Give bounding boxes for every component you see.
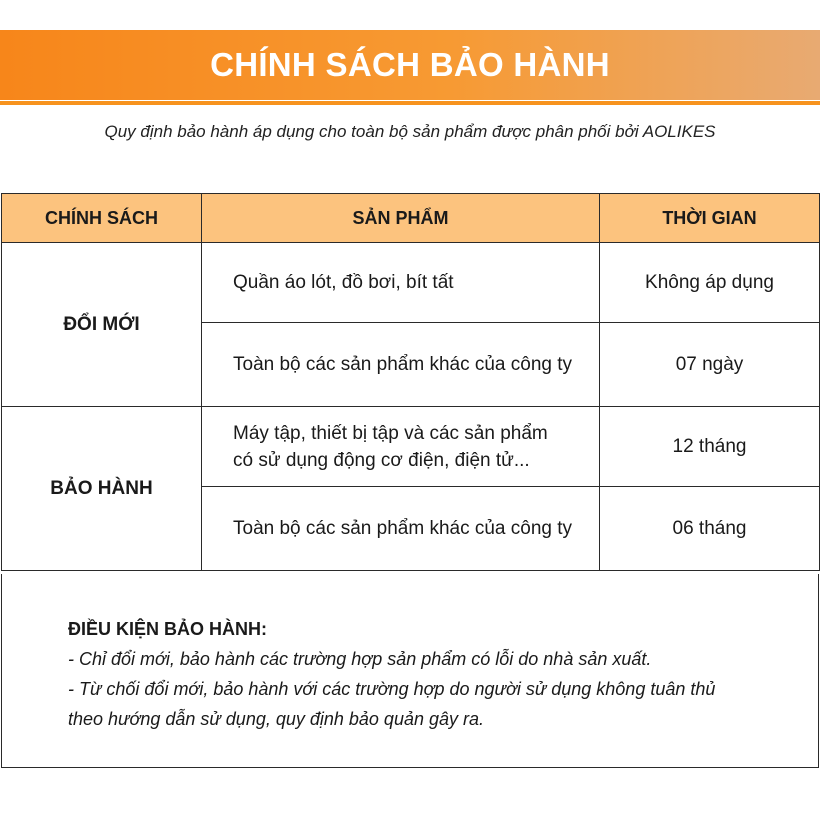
header-time: THỜI GIAN xyxy=(600,194,820,243)
title-banner xyxy=(0,30,820,100)
product-line: Máy tập, thiết bị tập và các sản phẩm xyxy=(233,422,548,444)
banner-underline xyxy=(0,101,820,105)
time-cell: 07 ngày xyxy=(600,323,820,407)
page-title: CHÍNH SÁCH BẢO HÀNH xyxy=(210,46,610,83)
time-cell: 06 tháng xyxy=(600,487,820,571)
table-row xyxy=(2,407,820,487)
condition-line: theo hướng dẫn sử dụng, quy định bảo quản gây ra. xyxy=(68,709,485,729)
product-cell: Toàn bộ các sản phẩm khác của công ty xyxy=(202,323,600,407)
conditions-title: ĐIỀU KIỆN BẢO HÀNH: xyxy=(68,619,268,639)
policy-warranty: BẢO HÀNH xyxy=(2,407,202,571)
product-line: có sử dụng động cơ điện, điện tử... xyxy=(233,449,530,471)
product-cell: Toàn bộ các sản phẩm khác của công ty xyxy=(202,487,600,571)
time-cell: Không áp dụng xyxy=(600,243,820,323)
table-row xyxy=(2,243,820,323)
policy-exchange: ĐỔI MỚI xyxy=(2,243,202,407)
warranty-conditions-box xyxy=(1,574,819,768)
header-policy: CHÍNH SÁCH xyxy=(2,194,202,243)
condition-line: - Chỉ đổi mới, bảo hành các trường hợp sản phẩm có lỗi do nhà sản xuất. xyxy=(68,649,652,669)
time-cell: 12 tháng xyxy=(600,407,820,487)
header-product: SẢN PHẨM xyxy=(202,194,600,243)
product-cell xyxy=(202,407,600,487)
warranty-table xyxy=(1,193,820,571)
conditions-text xyxy=(68,614,788,734)
product-cell: Quần áo lót, đồ bơi, bít tất xyxy=(202,243,600,323)
table-header-row xyxy=(2,194,820,243)
condition-line: - Từ chối đổi mới, bảo hành với các trường hợp do người sử dụng không tuân thủ xyxy=(68,679,716,699)
page-subtitle: Quy định bảo hành áp dụng cho toàn bộ sản phẩm được phân phối bởi AOLIKES xyxy=(104,122,716,141)
